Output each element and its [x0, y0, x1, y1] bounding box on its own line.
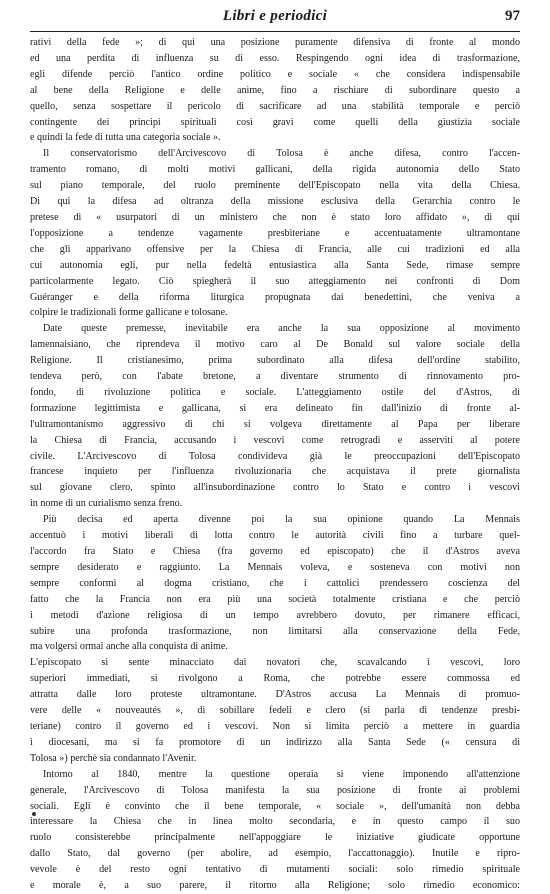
text-line: ruolo consisterebbe principalmente nell'appoggiare le iniziative giudicate opportune	[30, 832, 520, 844]
text-line: sul piano temporale, del ruolo preminente dell'Episcopato nella vita della Chiesa.	[30, 180, 520, 192]
text-line: colpire le tradizionali forme gallicane e tolosane.	[30, 307, 228, 319]
text-line: superiori immediati, si rivolgono a Roma, che potrebbe essere commossa ed	[30, 673, 520, 685]
text-line: Guéranger e della riforma liturgica propugnata dai benedettini, che veniva a	[30, 291, 520, 303]
text-line: ma volgersi ormai anche alla conquista di anime.	[30, 641, 228, 653]
page-header	[30, 8, 520, 30]
page-number: 97	[505, 8, 520, 24]
text-line: formazione legittimista e gallicana, si era delineato fin dall'inizio di fronte al-	[30, 402, 520, 414]
text-line: lamennaisiano, che riprendeva il motivo caro al De Bonald sul valore sociale della	[30, 339, 520, 351]
text-line: e morale è, a suo parere, il ritorno alla Religione; solo rimedio economico:	[30, 880, 520, 892]
text-line: cui autonomia egli, pur nella fedeltà entusiastica alla Santa Sede, rimase sempre	[30, 259, 520, 271]
text-line: egli difende perciò l'antico ordine politico e sociale « che considera indispensabile	[30, 68, 520, 80]
text-line: dallo Stato, dal governo (per abolire, ad esempio, l'accattonaggio). Inutile e ripro-	[30, 848, 520, 860]
text-line: ed una perdita di influenza su di esso. Respingendo ogni idea di trasformazione,	[30, 52, 520, 64]
body-text	[30, 35, 520, 894]
text-line: i diocesani, ma si fa promotore di un indirizzo alla Santa Sede (« censura di	[30, 736, 520, 748]
text-line: rativi della fede »; di qui una posizione puramente difensiva di fronte al mondo	[30, 37, 520, 48]
text-line: francese inquieto per l'influenza rivoluzionaria che acquistava il prete giornalista	[30, 466, 520, 478]
margin-dot	[32, 812, 36, 816]
text-line: fatto che la Francia non era più una società totalmente cristiana e che perciò	[30, 593, 520, 605]
text-line: fondo, di rivoluzione politica e sociale. L'atteggiamento ostile del d'Astros, di	[30, 386, 520, 398]
text-line: civile. L'Arcivescovo di Tolosa condivideva già le preoccupazioni dell'Episcopato	[30, 450, 520, 462]
text-line: Tolosa ») perchè sia condannato l'Avenir.	[30, 752, 197, 764]
text-line: al bene della Religione e delle anime, fino a rischiare di subordinare questo a	[30, 84, 520, 96]
text-line: che gli apparivano offensive per la Chiesa di Francia, alle cui tradizioni ed alla	[30, 243, 520, 255]
text-line: Il conservatorismo dell'Arcivescovo di Tolosa è anche difesa, contro l'accen-	[43, 148, 520, 160]
text-line: contingente dei principi spirituali così gravi come quelli della giustizia sociale	[30, 116, 520, 128]
text-line: Date queste premesse, inevitabile era anche la sua opposizione al movimento	[43, 323, 520, 335]
text-line: L'episcopato si sente minacciato dai novatori che, scavalcando i vescovi, loro	[30, 657, 520, 669]
text-line: l'opposizione a tendenze vagamente presbiteriane e accentuatamente ultramontane	[30, 227, 520, 239]
text-line: Intorno al 1840, mentre la questione operaia si viene imponendo all'attenzione	[43, 768, 520, 780]
text-line: sul giovane clero, spinto all'insubordinazione contro lo Stato e contro i vescovi	[30, 482, 520, 494]
text-line: pretese di « usurpatori di un ministero che non è stato loro affidato », di qui	[30, 211, 520, 223]
text-line: Più decisa ed aperta divenne poi la sua opinione quando La Mennais	[43, 514, 520, 526]
text-line: e quindi la fede di tutta una categoria sociale ».	[30, 132, 221, 144]
text-line: Di qui la difesa ad oltranza della missione esclusiva della Gerarchia contro le	[30, 196, 520, 208]
text-line: generale, l'Arcivescovo di Tolosa manifesta la sua posizione di fronte ai problemi	[30, 784, 520, 796]
text-line: vevole è del resto ogni tentativo di mutamenti sociali: solo rimedio spirituale	[30, 864, 520, 876]
text-line: teriane) contro il governo ed i vescovi. Non si limita perciò a mettere in guardia	[30, 720, 520, 732]
text-line: particolarmente legato. Ciò spiegherà il suo atteggiamento nei confronti di Dom	[30, 275, 520, 287]
text-line: la Chiesa di Francia, accusando i vescovi come retrogradi e asserviti al potere	[30, 434, 520, 446]
text-line: quello, senza sospettare il pericolo di sacrificare ad una stabilità temporale e perciò	[30, 100, 520, 112]
text-line: in nome di un curialismo senza freno.	[30, 498, 183, 510]
text-line: Religione. Il cristianesimo, prima subordinato alla difesa dell'ordine stabilito,	[30, 355, 520, 367]
text-line: attratta dalle loro proteste ultramontane. D'Astros accusa La Mennais di promuo-	[30, 689, 520, 701]
text-line: tramento romano, di molti motivi gallicani, della rigida autonomia dello Stato	[30, 164, 520, 176]
text-line: sempre conformi al dogma cristiano, che i cattolici prendessero coscienza del	[30, 577, 520, 589]
text-line: i metodi d'azione religiosa di un tempo avrebbero dovuto, per rimanere efficaci,	[30, 609, 520, 621]
text-line: tendeva però, con l'abate bretone, a diventare strumento di rinnovamento pro-	[30, 371, 520, 383]
text-line: interessare la Chiesa che in linea molto secondaria, e in questo campo il suo	[30, 816, 520, 828]
text-line: vere delle « nouveautés », di sobillare fedeli e clero (si parla di tendenze presbi-	[30, 705, 520, 717]
text-line: l'ultramontanismo aggressivo di chi si volgeva direttamente al Papa per liberare	[30, 418, 520, 430]
text-line: l'accordo fra Stato e Chiesa (fra governo ed episcopato) che il d'Astros aveva	[30, 546, 520, 557]
running-title: Libri e periodici	[222, 8, 328, 24]
text-line: accentuò i motivi liberali di lotta contro le autorità civili fino a turbare quel-	[30, 530, 520, 542]
text-line: subire una profonda trasformazione, non limitarsi alla conservazione della Fede,	[30, 625, 520, 637]
header-rule	[30, 31, 520, 32]
text-line: sociali. Egli è convinto che il bene temporale, « sociale », dell'umanità non debba	[30, 800, 520, 812]
text-line: sempre desiderato e raggiunto. La Mennais voleva, e sosteneva con motivi non	[30, 561, 520, 573]
